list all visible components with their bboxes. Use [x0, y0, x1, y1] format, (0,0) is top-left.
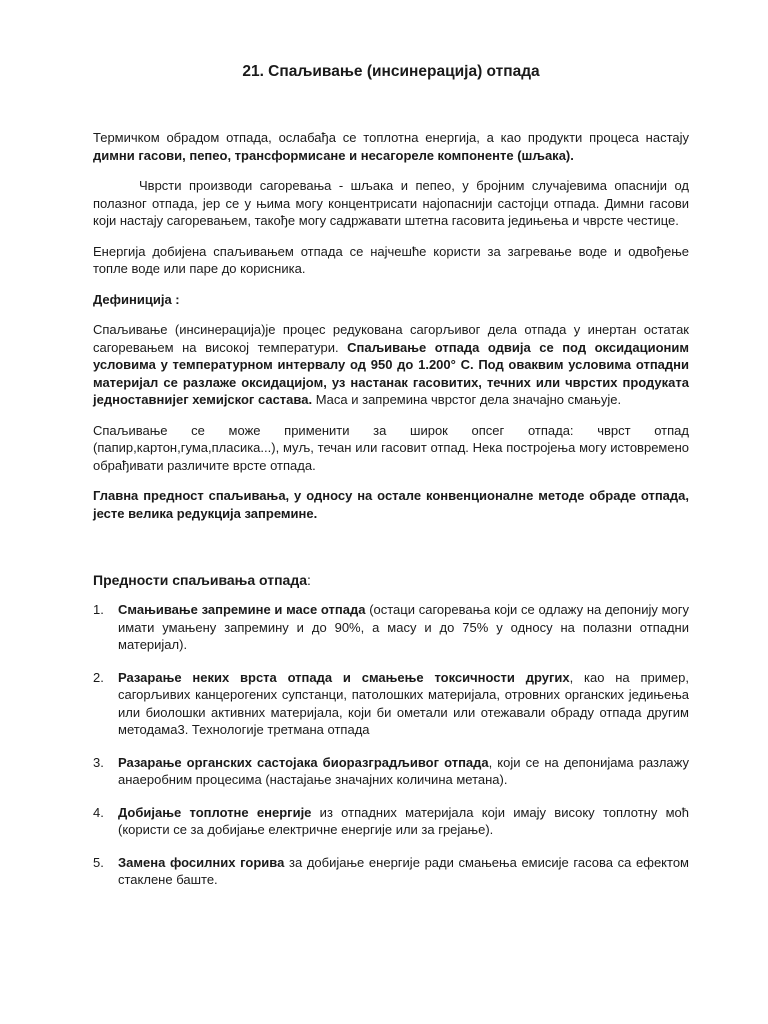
paragraph-intro — [93, 129, 689, 164]
list-item-bold: Добијање топлотне енергије — [118, 804, 312, 820]
list-number: 3. — [93, 754, 104, 770]
paragraph-application: Спаљивање се може применити за широк опсег отпада: чврст отпад (папир,картон,гума,пласика...), муљ, течан или гасовит отпад. Нека постројења могу истовремено обрађивати различите врсте отпада. — [93, 422, 689, 473]
advantages-heading-text: Предности спаљивања отпада — [93, 572, 307, 588]
definition-bold: Спаљивање отпада одвија се под оксидационим условима у температурном интервалу од 950 до 1.200° C. Под оваквим условима отпадни материјал се разлаже оксидацијом, уз настанак гасовитих, течних или чврстих продуката једноставнијег хемијског састава. — [93, 339, 689, 407]
list-item-text: , као на пример, сагорљивих канцерогених супстанци, патолошких материјала, отровних органских једињења или биолошки активних материјала, који би ометали или отежавали обраду отпада другим методама3. Технологије третмана отпада — [118, 669, 689, 737]
definition-label-text: Дефиниција : — [93, 291, 180, 307]
list-item-text: , који се на депонијама разлажу анаеробним процесима (настајање значајних количина метана). — [118, 754, 690, 787]
paragraph-energy: Енергија добијена спаљивањем отпада се најчешће користи за загревање воде и одвођење топле воде или паре до корисника. — [93, 243, 689, 276]
page-title: 21. Спаљивање (инсинерација) отпада — [242, 63, 540, 80]
list-number: 5. — [93, 854, 104, 870]
intro-bold: димни гасови, пепео, трансформисане и несагореле компоненте (шљака). — [93, 147, 574, 163]
advantages-heading-colon: : — [307, 572, 311, 588]
list-item-bold: Разарање неких врста отпада и смањење токсичности других — [118, 669, 570, 685]
list-number: 4. — [93, 804, 104, 820]
list-item-text: за добијање енергије ради смањења емисије гасова са ефектом стаклене баште. — [118, 854, 689, 887]
advantages-list — [93, 601, 689, 889]
list-number: 2. — [93, 669, 104, 685]
list-item — [93, 854, 689, 889]
list-item — [93, 601, 689, 654]
definition-text-a: Спаљивање (инсинерација)је процес редукована сагорљивог дела отпада у инертан остатак сагоревањем на високој температури. — [93, 322, 689, 355]
paragraph-main-advantage — [93, 487, 689, 522]
intro-text: Термичком обрадом отпада, ослабађа се топлотна енергија, а као продукти процеса настају — [93, 130, 689, 145]
definition-text-b: Маса и запремина чврстог дела значајно смањује. — [312, 392, 622, 407]
paragraph-products: Чврсти производи сагоревања - шљака и пепео, у бројним случајевима опаснији од полазног отпада, јер се у њима могу концентрисати најопаснији састојци отпада. Димни гасови који настају сагоревањем, такође могу садржавати штетна гасовита једињења и чврсте честице. — [93, 178, 689, 228]
list-item — [93, 669, 689, 739]
advantages-heading — [93, 571, 689, 590]
paragraph-definition — [93, 321, 689, 409]
list-item-text: из отпадних материјала који имају високу топлотну моћ (користи се за добијање електричне енергије или за грејање). — [118, 804, 689, 837]
list-item-bold: Замена фосилних горива — [118, 854, 285, 870]
list-item-bold: Разарање органских састојака биоразградљивог отпада — [118, 754, 489, 770]
list-item — [93, 804, 689, 839]
list-item — [93, 754, 689, 789]
list-item-text: (остаци сагоревања који се одлажу на депонију могу имати умањену запремину и до 90%, а масу и до 75% у односу на полазни отпадни материјал). — [118, 602, 689, 652]
list-item-bold: Смањивање запремине и масе отпада — [118, 602, 366, 617]
main-advantage-bold: Главна предност спаљивања, у односу на остале конвенционалне методе обраде отпада, јесте велика редукција запремине. — [93, 488, 689, 521]
list-number: 1. — [93, 602, 104, 617]
definition-label — [93, 291, 689, 309]
